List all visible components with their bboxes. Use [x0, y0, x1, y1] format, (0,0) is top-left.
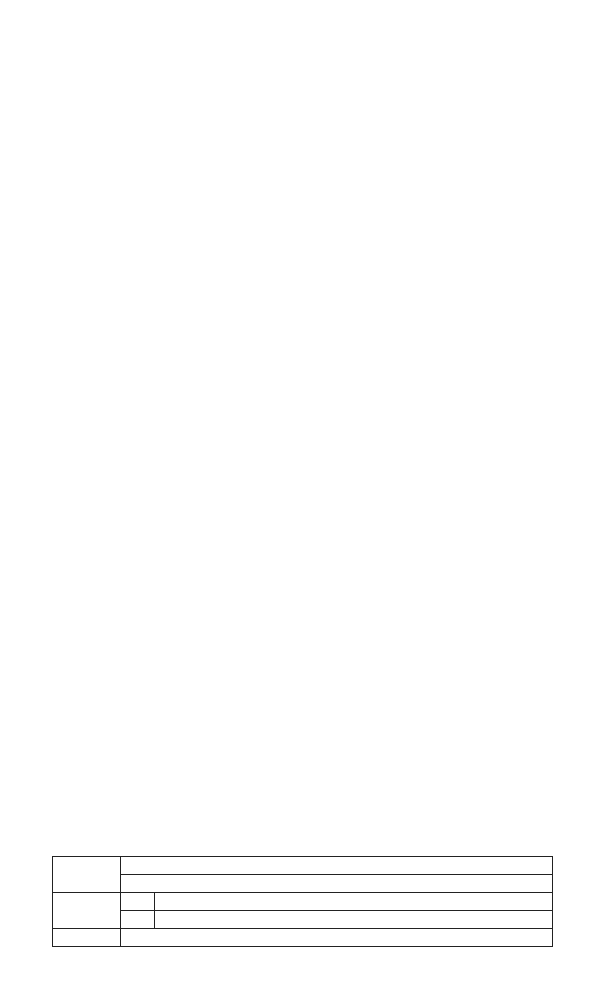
month-1 [121, 893, 155, 911]
next-prayer-row [121, 929, 553, 947]
offering-label [53, 893, 121, 929]
offering-row-1 [155, 893, 553, 911]
next-prayer-label [53, 929, 121, 947]
guide-row-2 [121, 875, 553, 893]
guide-label [53, 857, 121, 893]
offering-row-2 [155, 911, 553, 929]
month-2 [121, 911, 155, 929]
guide-row-1 [121, 857, 553, 875]
volunteer-table [52, 856, 553, 947]
